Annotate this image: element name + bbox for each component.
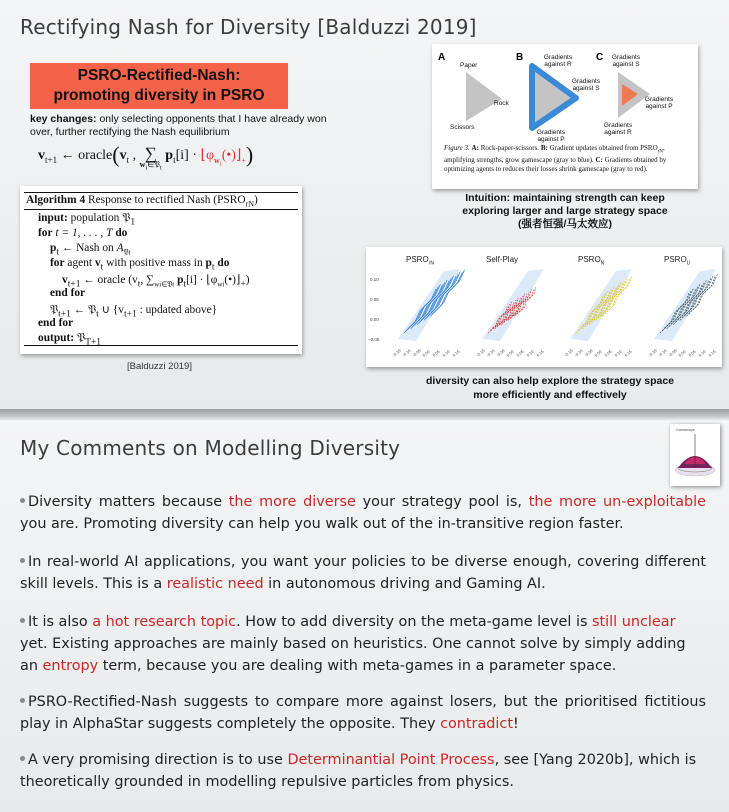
gradient-label: Gradients against P — [536, 129, 566, 143]
scissors-label: Scissors — [450, 124, 475, 131]
plot-title: $PSRO_N$ — [578, 255, 605, 267]
y-tick: 0.10 — [370, 277, 379, 282]
algo-line: $p_t$ ← Nash on $A_{𝔓t}$ — [50, 242, 131, 258]
highlight-line-2: promoting diversity in PSRO — [53, 87, 265, 104]
algorithm-caption: Algorithm 4 Response to rectified Nash $(PSRO_{rN})$ — [24, 192, 298, 210]
x-tick: 0.10 — [613, 348, 623, 358]
x-tick: 0.10 — [525, 348, 535, 358]
grown-triangle — [532, 66, 576, 128]
update-formula: $v_{t+1}$ ← $oracle(v_t$ , ∑ $w_i\in 𝔓_t$ $p_t[i]$ · $⌊\varphi_{w_i}(•)⌋_+$) — [38, 142, 254, 172]
x-tick: 0.05 — [687, 348, 697, 358]
algo-line: for t = 1, . . . , T do — [38, 227, 128, 239]
x-tick: 0.00 — [593, 348, 603, 358]
algo-line: for agent $v_t$ with positive mass in $p_t$ do — [50, 257, 230, 273]
rps-triangle — [466, 72, 502, 121]
paper-label: Paper — [460, 62, 478, 69]
plot-title: $PSRO_{rN}$ — [406, 255, 434, 267]
diversity-note: diversity can also help explore the strategy space more efficiently and effectively — [425, 375, 675, 401]
gradient-label: Gradients against P — [644, 96, 674, 110]
algo-line: end for — [38, 317, 74, 329]
gradient-label: Gradients against S — [611, 54, 641, 68]
figure-caption: Figure 3. A: Rock-paper-scissors. B: Gradient updates obtained from $PSRO_{rN}$, amplifying strengths, grow gamescape (gray to blue). C: Gradients obtained by optimizing agents to reduces their losses shrink gamescape (gray to red). — [444, 144, 667, 174]
gradient-label: Gradients against S — [571, 78, 601, 92]
x-tick: -0.05 — [495, 348, 506, 358]
plots-canvas — [366, 247, 722, 367]
bullet-5: A very promising direction is to use Determinantial Point Process, see [Yang 2020b], which is theoretically grounded in modelling repulsive particles from physics. — [20, 752, 697, 790]
x-tick: 0.15 — [623, 348, 633, 358]
bullet-dot — [20, 698, 25, 703]
x-tick: -0.05 — [411, 348, 422, 358]
x-tick: 0.00 — [677, 348, 687, 358]
highlight-box — [30, 63, 288, 109]
x-tick: 0.05 — [603, 348, 613, 358]
gradient-label: Gradients against R — [603, 122, 633, 136]
x-tick: 0.15 — [535, 348, 545, 358]
x-tick: 0.15 — [707, 348, 717, 358]
y-tick: 0.00 — [370, 317, 379, 322]
plot-title: $PSRO_U$ — [664, 255, 691, 267]
algo-line: output: 𝔓$_{T+1}$ — [38, 332, 101, 348]
bullet-1: Diversity matters because the more diverse your strategy pool is, the more un-exploitable you are. Promoting diversity can help you walk out of the in-transitive region faster. — [20, 494, 706, 532]
key-changes — [30, 113, 330, 139]
x-tick: -0.05 — [667, 348, 678, 358]
x-tick: 0.05 — [515, 348, 525, 358]
x-tick: -0.15 — [647, 348, 658, 358]
intuition-note: Intuition: maintaining strength can keep exploring larger and large strategy space (强者恒强/马太效应) — [462, 192, 668, 230]
comparison-plots — [366, 247, 722, 367]
algo-line: 𝔓$_{t+1}$ ← 𝔓$_t$ ∪ {$v_{t+1}$ : updated above} — [50, 304, 218, 320]
plot-title: Self-Play — [486, 255, 519, 264]
slide-title: My Comments on Modelling Diversity — [20, 436, 401, 460]
x-tick: -0.10 — [573, 348, 584, 358]
x-tick: -0.15 — [563, 348, 574, 358]
bullet-4: PSRO-Rectified-Nash suggests to compare more against losers, but the prioritised fictitious play in AlphaStar suggests completely the opposite. They contradict! — [20, 694, 706, 732]
y-tick: −0.05 — [368, 337, 380, 342]
bullet-dot — [20, 558, 25, 563]
bullet-2: In real-world AI applications, you want your policies to be diverse enough, covering different skill levels. This is a realistic need in autonomous driving and Gaming AI. — [20, 554, 706, 592]
x-tick: 0.00 — [505, 348, 515, 358]
bullet-dot — [20, 756, 25, 761]
panel-label: C — [596, 52, 604, 63]
bullet-dot — [20, 618, 25, 623]
x-tick: 0.00 — [421, 348, 431, 358]
gradient-label: Gradients against R — [543, 54, 573, 68]
x-tick: -0.15 — [475, 348, 486, 358]
x-tick: 0.15 — [451, 348, 461, 358]
x-tick: -0.10 — [657, 348, 668, 358]
panel-label: B — [516, 52, 524, 63]
highlight-line-1: PSRO-Rectified-Nash: — [77, 67, 241, 84]
algo-line: $v_{t+1}$ ← oracle ($v_t$, $\sum_{wi\in 𝔓t}$ $p_t[i]$ · $⌊\varphi_{wi}(•)⌋_+$) — [62, 274, 250, 290]
x-tick: 0.10 — [697, 348, 707, 358]
svg-text:Gamescape: Gamescape — [676, 428, 695, 432]
gamescape-thumbnail-image — [670, 424, 720, 486]
x-tick: 0.10 — [441, 348, 451, 358]
x-tick: -0.10 — [485, 348, 496, 358]
key-changes-text: only selecting opponents that I have already won over, further rectifying the Nash equilibrium — [30, 113, 327, 138]
bullet-dot — [20, 498, 25, 503]
x-tick: -0.10 — [401, 348, 412, 358]
y-tick: 0.05 — [370, 297, 379, 302]
slide-title: Rectifying Nash for Diversity [Balduzzi 2019] — [20, 15, 477, 39]
x-tick: -0.15 — [391, 348, 402, 358]
algo-line: end for — [50, 287, 86, 299]
gamescape-thumbnail — [670, 424, 720, 486]
rock-label: Rock — [494, 100, 509, 107]
bullet-3: It is also a hot research topic. How to add diversity on the meta-game level is still unclear yet. Existing approaches are mainly based on heuristics. One cannot solve by simply adding an entropy term, because you are dealing with meta-games in a parameter space. — [20, 614, 686, 674]
x-tick: -0.05 — [583, 348, 594, 358]
algorithm-box — [20, 186, 302, 354]
key-changes-label: key changes: — [30, 113, 97, 125]
algo-line: input: population 𝔓$_1$ — [38, 212, 136, 228]
citation: [Balduzzi 2019] — [127, 361, 192, 372]
panel-label: A — [438, 52, 446, 63]
slide-divider — [0, 409, 729, 422]
gamescape-figure — [432, 44, 698, 189]
x-tick: 0.05 — [431, 348, 441, 358]
